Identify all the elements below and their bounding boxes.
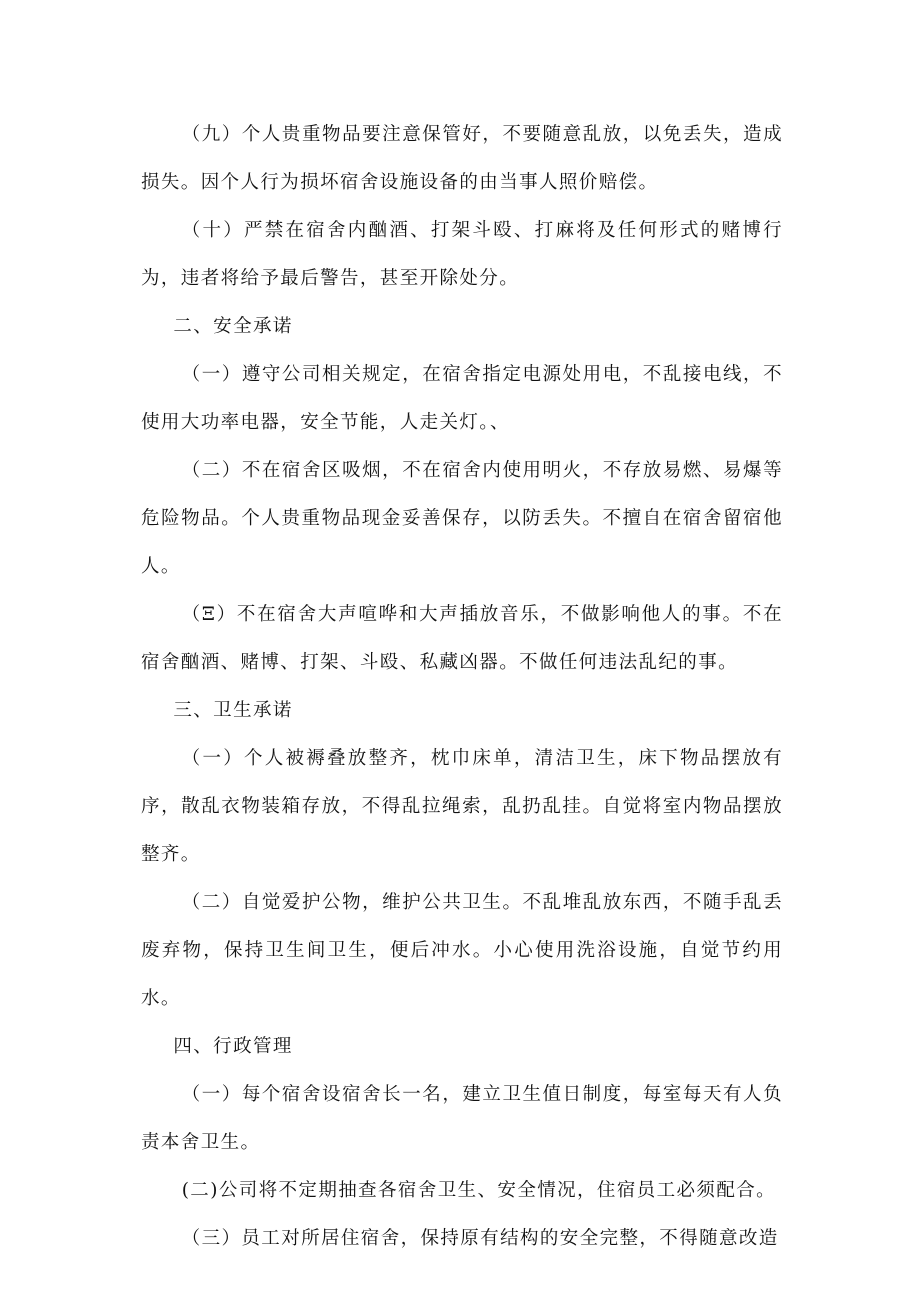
section-heading-hygiene: 三、卫生承诺 (173, 700, 293, 721)
section-heading-safety: 二、安全承诺 (173, 316, 293, 337)
admin-clause-1: （一）每个宿舍设宿舍长一名，建立卫生值日制度，每室每天有人负责本舍卫生。 (141, 1084, 783, 1153)
safety-clause-3: （Ξ）不在宿舍大声喧哗和大声插放音乐，不做影响他人的事。不在宿舍酗酒、赌博、打架、斗殴、私藏凶器。不做任何违法乱纪的事。 (141, 604, 783, 673)
hygiene-clause-2: （二）自觉爱护公物，维护公共卫生。不乱堆乱放东西，不随手乱丢废弃物，保持卫生间卫生，便后冲水。小心使用洗浴设施，自觉节约用水。 (141, 892, 783, 1009)
section-heading-administration: 四、行政管理 (173, 1036, 293, 1057)
document-body (141, 111, 783, 1263)
clause-10-prohibitions: （十）严禁在宿舍内酗酒、打架斗殴、打麻将及任何形式的赌博行为，违者将给予最后警告，甚至开除处分。 (141, 220, 783, 289)
admin-clause-2: (二)公司将不定期抽查各宿舍卫生、安全情况，住宿员工必须配合。 (181, 1180, 777, 1201)
safety-clause-1: （一）遵守公司相关规定，在宿舍指定电源处用电，不乱接电线，不使用大功率电器，安全节能，人走关灯。、 (141, 364, 783, 433)
admin-clause-3: （三）员工对所居住宿舍，保持原有结构的安全完整，不得随意改造 (181, 1228, 779, 1249)
clause-9-valuables: （九）个人贵重物品要注意保管好，不要随意乱放，以免丢失，造成损失。因个人行为损坏宿舍设施设备的由当事人照价赔偿。 (141, 124, 783, 193)
hygiene-clause-1: （一）个人被褥叠放整齐，枕巾床单，清洁卫生，床下物品摆放有序，散乱衣物装箱存放，不得乱拉绳索，乱扔乱挂。自觉将室内物品摆放整齐。 (141, 748, 783, 865)
safety-clause-2: （二）不在宿舍区吸烟，不在宿舍内使用明火，不存放易燃、易爆等危险物品。个人贵重物品现金妥善保存，以防丢失。不擅自在宿舍留宿他人。 (141, 460, 783, 577)
